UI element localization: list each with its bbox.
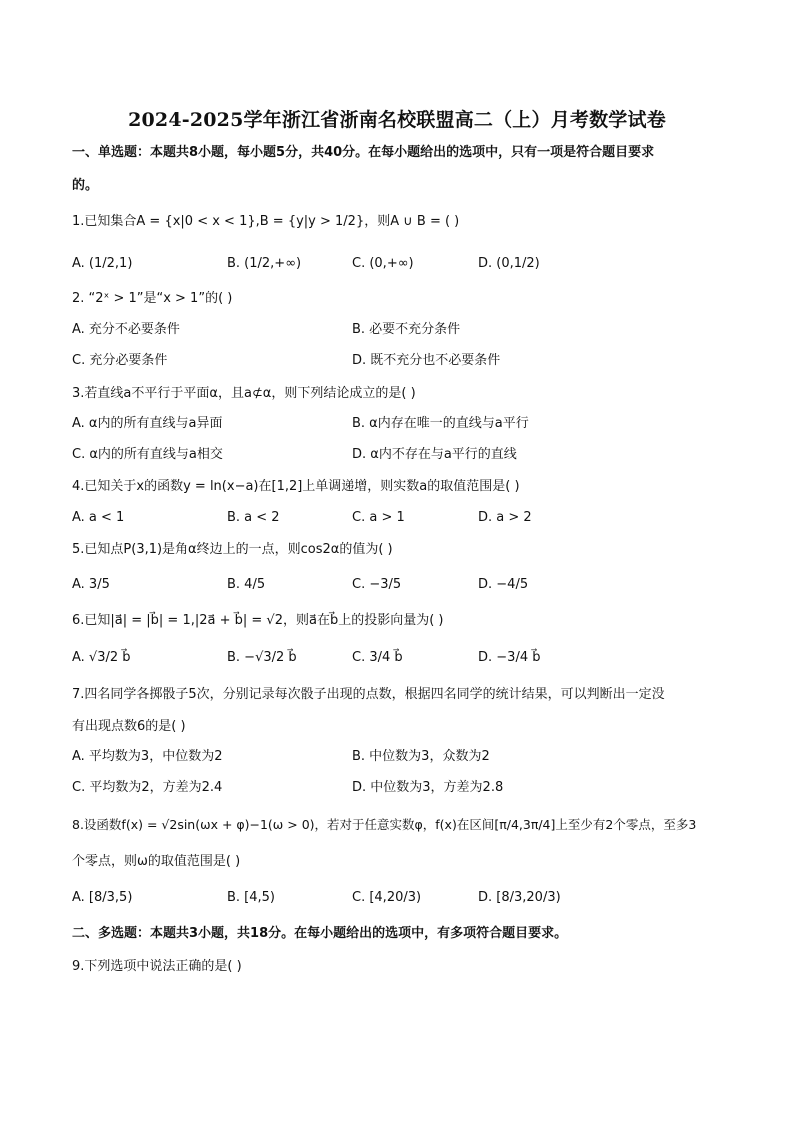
q7-option-b: B. 中位数为3，众数为2	[352, 749, 490, 764]
q5-option-b: B. 4/5	[227, 577, 266, 592]
q1-option-a: A. (1/2,1)	[72, 256, 133, 271]
q3-option-d: D. α内不存在与a平行的直线	[352, 447, 517, 462]
q8-option-b: B. [4,5)	[227, 890, 276, 905]
q4-option-b: B. a < 2	[227, 510, 280, 525]
section2-header	[72, 925, 732, 943]
q2-option-b: B. 必要不充分条件	[352, 322, 461, 337]
q6-option-a: A. √3/2 b⃗	[72, 650, 131, 665]
q4-option-a: A. a < 1	[72, 510, 125, 525]
question-8-stem: 8.设函数f(x) = √2sin(ωx + φ)−1(ω > 0)，若对于任意实数φ，f(x)在区间[π/4,3π/4]上至少有2个零点，至多3	[72, 817, 697, 832]
q4-option-d: D. a > 2	[478, 510, 532, 525]
q1-option-c: C. (0,+∞)	[352, 256, 414, 271]
q1-option-d: D. (0,1/2)	[478, 256, 540, 271]
page-title: 2024-2025学年浙江省浙南名校联盟高二（上）月考数学试卷	[128, 109, 666, 131]
q1-option-b: B. (1/2,+∞)	[227, 256, 302, 271]
question-7-stem-cont: 有出现点数6的是( )	[72, 719, 186, 734]
q2-option-d: D. 既不充分也不必要条件	[352, 353, 501, 368]
q7-option-a: A. 平均数为3，中位数为2	[72, 749, 223, 764]
question-8-stem-cont: 个零点，则ω的取值范围是( )	[72, 854, 241, 869]
question-5-stem: 5.已知点P(3,1)是角α终边上的一点，则cos2α的值为( )	[72, 542, 393, 557]
q7-option-c: C. 平均数为2，方差为2.4	[72, 780, 223, 795]
q8-option-c: C. [4,20/3)	[352, 890, 422, 905]
q7-option-d: D. 中位数为3，方差为2.8	[352, 780, 504, 795]
section2-line1: 二、多选题：本题共3小题，共18分。在每小题给出的选项中，有多项符合题目要求。	[72, 926, 568, 941]
q8-option-d: D. [8/3,20/3)	[478, 890, 561, 905]
q6-option-d: D. −3/4 b⃗	[478, 650, 541, 665]
q3-option-b: B. α内存在唯一的直线与a平行	[352, 416, 529, 431]
question-9-stem: 9.下列选项中说法正确的是( )	[72, 959, 242, 974]
question-1-stem: 1.已知集合A = {x|0 < x < 1},B = {y|y > 1/2}，则A ∪ B = ( )	[72, 214, 460, 229]
section1-line2: 的。	[72, 178, 99, 193]
question-4-stem: 4.已知关于x的函数y = ln(x−a)在[1,2]上单调递增，则实数a的取值范围是( )	[72, 479, 520, 494]
q6-option-b: B. −√3/2 b⃗	[227, 650, 297, 665]
question-3-stem: 3.若直线a不平行于平面α，且a⊄α，则下列结论成立的是( )	[72, 386, 416, 401]
q5-option-a: A. 3/5	[72, 577, 110, 592]
section1-header-cont	[72, 177, 732, 195]
question-2-stem: 2. “2ˣ > 1”是“x > 1”的( )	[72, 291, 233, 306]
q3-option-a: A. α内的所有直线与a异面	[72, 416, 223, 431]
q2-option-c: C. 充分必要条件	[72, 353, 168, 368]
q5-option-c: C. −3/5	[352, 577, 402, 592]
q8-option-a: A. [8/3,5)	[72, 890, 133, 905]
section1-header	[72, 144, 732, 162]
question-7-stem: 7.四名同学各掷骰子5次，分别记录每次骰子出现的点数，根据四名同学的统计结果，可以判断出一定没	[72, 687, 665, 702]
q3-option-c: C. α内的所有直线与a相交	[72, 447, 223, 462]
section1-line1: 一、单选题：本题共8小题，每小题5分，共40分。在每小题给出的选项中，只有一项是符合题目要求	[72, 145, 655, 160]
q5-option-d: D. −4/5	[478, 577, 529, 592]
q2-option-a: A. 充分不必要条件	[72, 322, 180, 337]
q6-option-c: C. 3/4 b⃗	[352, 650, 403, 665]
q4-option-c: C. a > 1	[352, 510, 405, 525]
question-6-stem: 6.已知|a⃗| = |b⃗| = 1,|2a⃗ + b⃗| = √2，则a⃗在b⃗上的投影向量为( )	[72, 613, 444, 628]
